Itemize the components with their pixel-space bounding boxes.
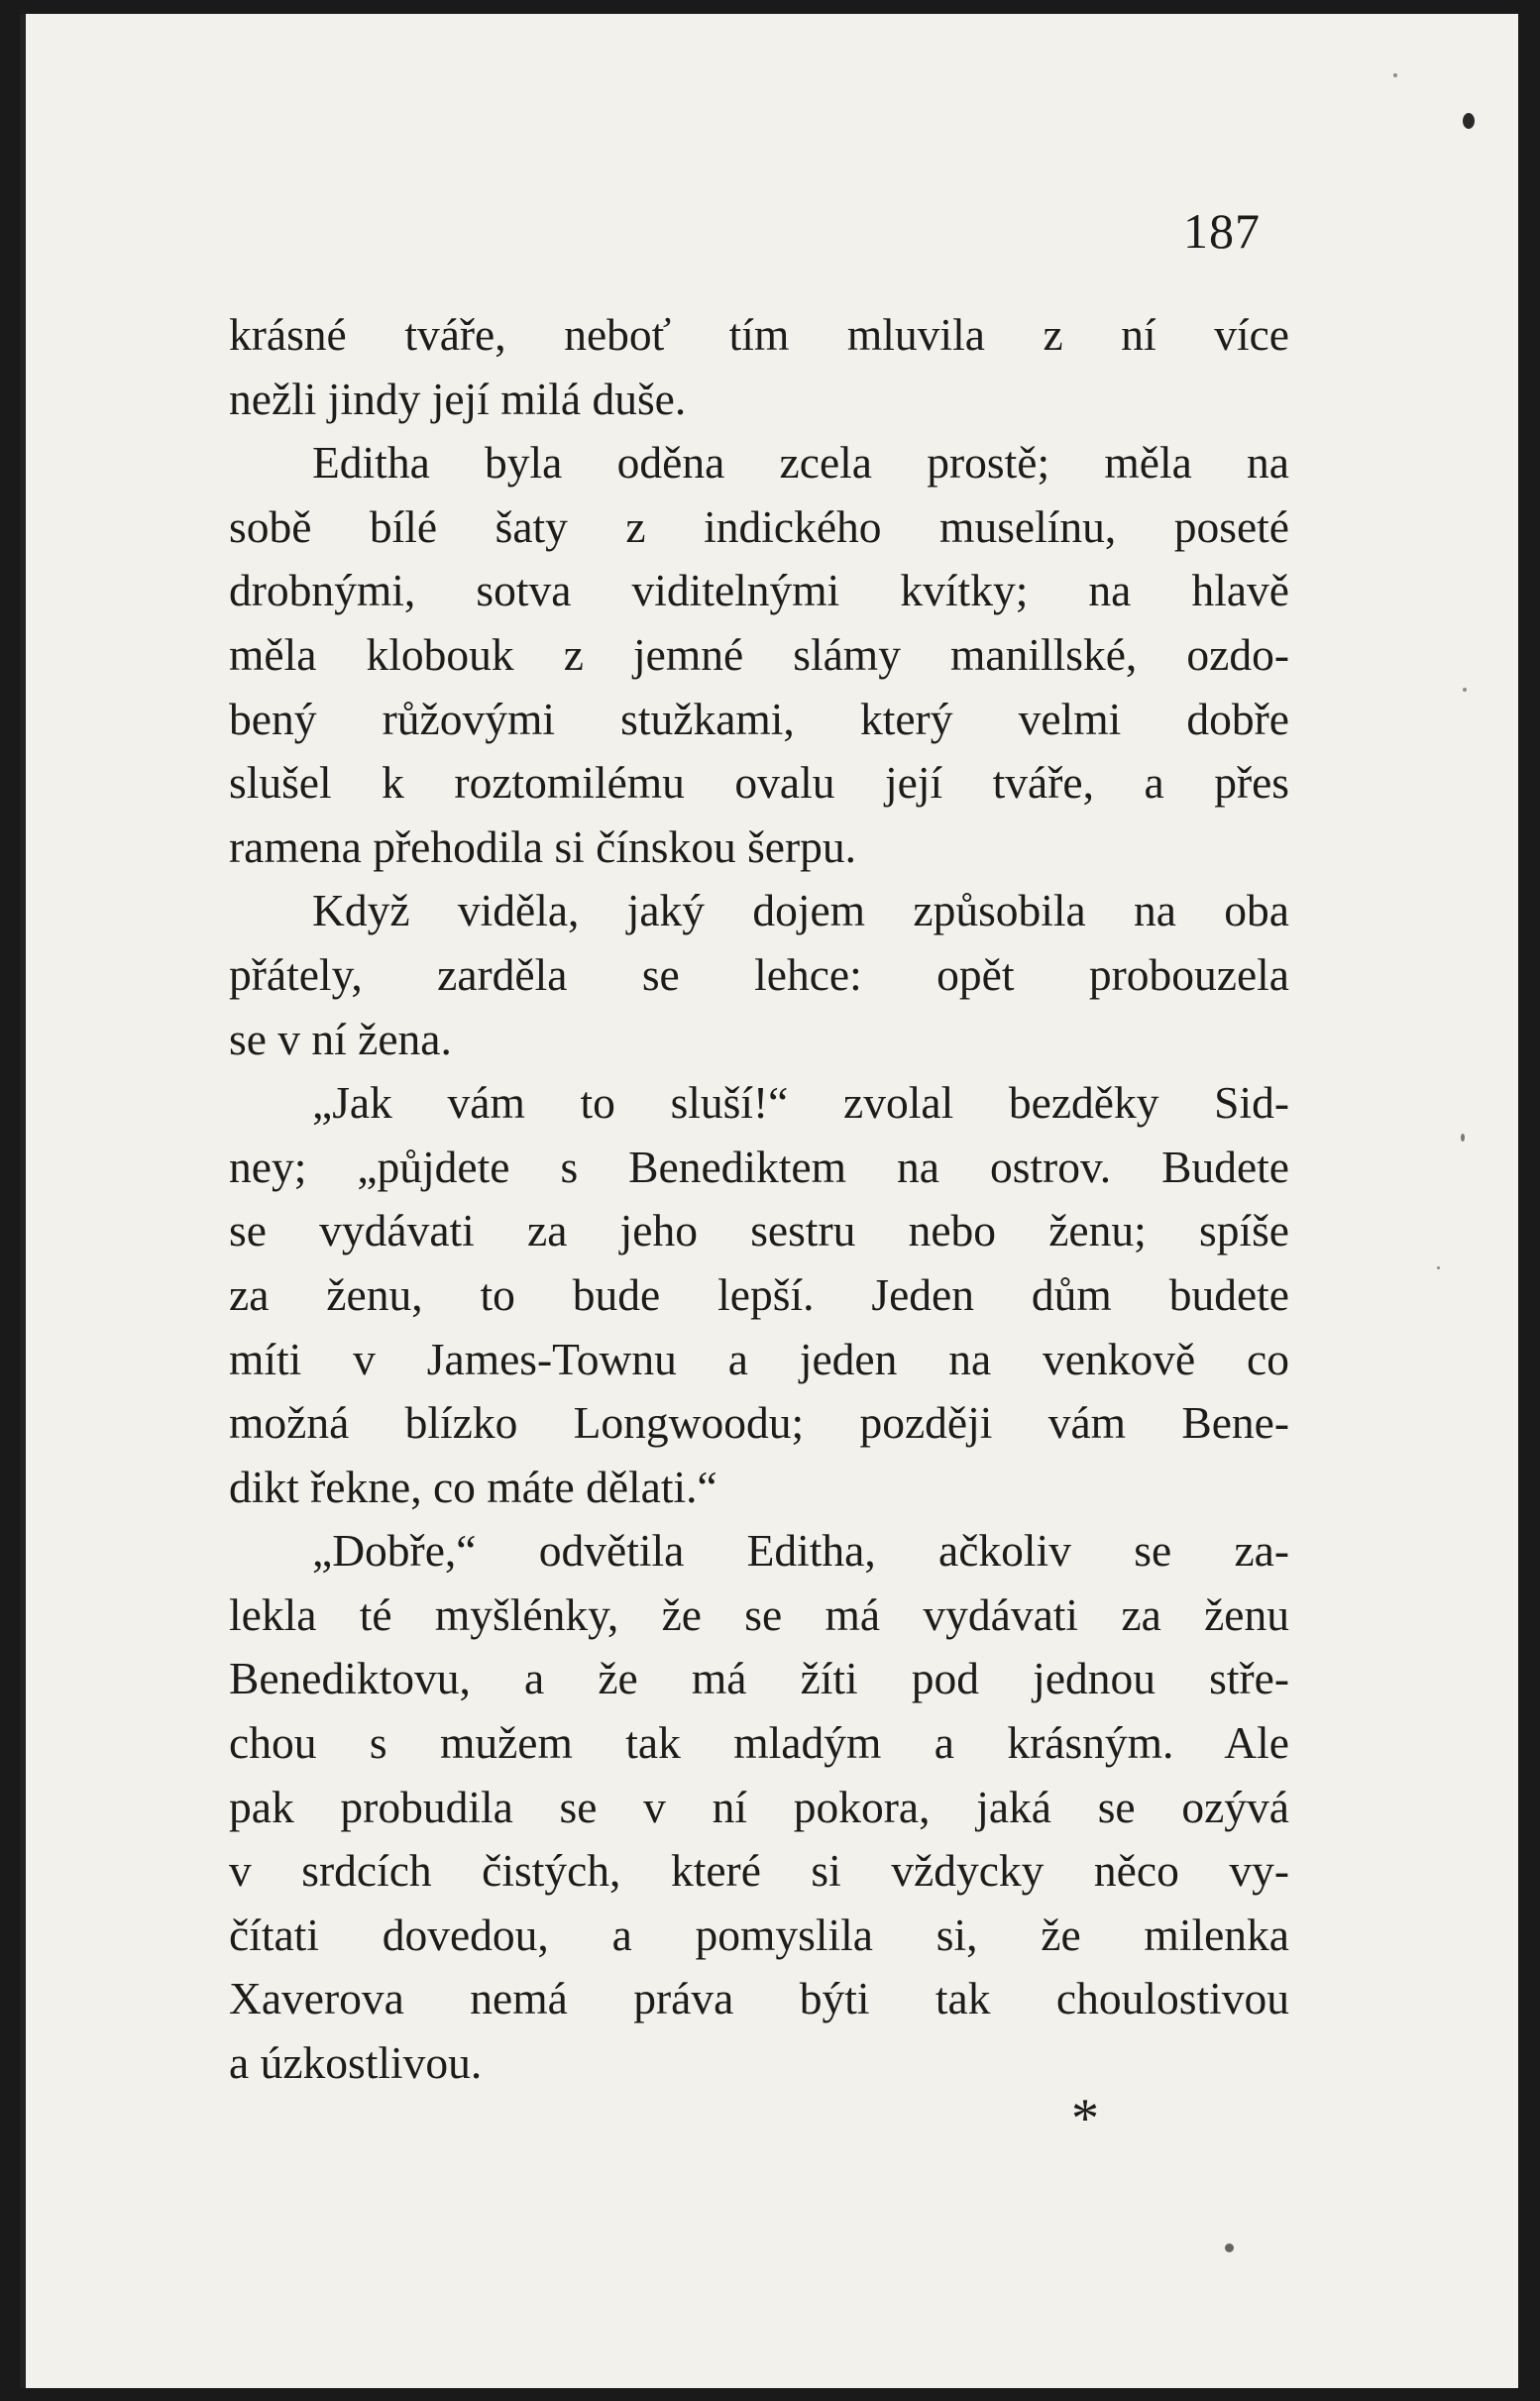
text-line: Xaverova nemá práva býti tak choulostivou	[229, 1973, 1289, 2024]
text-line: drobnými, sotva viditelnými kvítky; na hlavě	[229, 565, 1289, 616]
text-line: „Dobře,“ odvětila Editha, ačkoliv se za-	[312, 1525, 1289, 1577]
paragraph	[229, 879, 1289, 1071]
text-line: chou s mužem tak mladým a krásným. Ale	[229, 1717, 1289, 1769]
text-line: Benediktovu, a že má žíti pod jednou stře-	[229, 1653, 1289, 1704]
text-line: Editha byla oděna zcela prostě; měla na	[312, 437, 1289, 489]
scan-speck	[1463, 113, 1475, 129]
text-line: „Jak vám to sluší!“ zvolal bezděky Sid-	[312, 1077, 1289, 1129]
scan-speck	[1463, 688, 1467, 692]
text-line: možná blízko Longwoodu; později vám Bene-	[229, 1397, 1289, 1449]
page-text	[229, 303, 1289, 2096]
text-line: se v ní žena.	[229, 1013, 452, 1064]
text-line: nežli jindy její milá duše.	[229, 373, 687, 424]
text-line: čítati dovedou, a pomyslila si, že milenka	[229, 1909, 1289, 1960]
scan-speck	[1225, 2243, 1234, 2252]
scan-speck	[1437, 1266, 1440, 1269]
paragraph	[229, 303, 1289, 431]
paragraph	[229, 1071, 1289, 1519]
text-line: míti v James-Townu a jeden na venkově co	[229, 1333, 1289, 1384]
text-line: v srdcích čistých, které si vždycky něco vy-	[229, 1845, 1289, 1897]
text-line: měla klobouk z jemné slámy manillské, ozdo-	[229, 628, 1289, 680]
paragraph	[229, 1519, 1289, 2095]
text-line: pak probudila se v ní pokora, jaká se ozývá	[229, 1781, 1289, 1832]
section-separator: *	[1071, 2088, 1099, 2149]
text-line: ramena přehodila si čínskou šerpu.	[229, 820, 857, 872]
text-line: přátely, zarděla se lehce: opět probouzela	[229, 948, 1289, 1000]
text-line: se vydávati za jeho sestru nebo ženu; spíše	[229, 1205, 1289, 1256]
text-line: bený růžovými stužkami, který velmi dobře	[229, 693, 1289, 744]
text-line: dikt řekne, co máte dělati.“	[229, 1461, 717, 1512]
book-page	[20, 14, 1518, 2388]
text-line: za ženu, to bude lepší. Jeden dům budete	[229, 1268, 1289, 1320]
text-line: krásné tváře, neboť tím mluvila z ní více	[229, 309, 1289, 360]
text-line: a úzkostlivou.	[229, 2037, 483, 2089]
text-line: sobě bílé šaty z indického muselínu, poseté	[229, 500, 1289, 552]
scan-speck	[1461, 1134, 1465, 1142]
text-line: ney; „půjdete s Benediktem na ostrov. Budete	[229, 1141, 1289, 1192]
page-number: 187	[1183, 203, 1261, 259]
text-line: slušel k roztomilému ovalu její tváře, a přes	[229, 757, 1289, 809]
text-line: lekla té myšlénky, že se má vydávati za ženu	[229, 1588, 1289, 1640]
text-line: Když viděla, jaký dojem způsobila na oba	[312, 885, 1289, 936]
scan-speck	[1393, 73, 1397, 77]
paragraph	[229, 431, 1289, 879]
